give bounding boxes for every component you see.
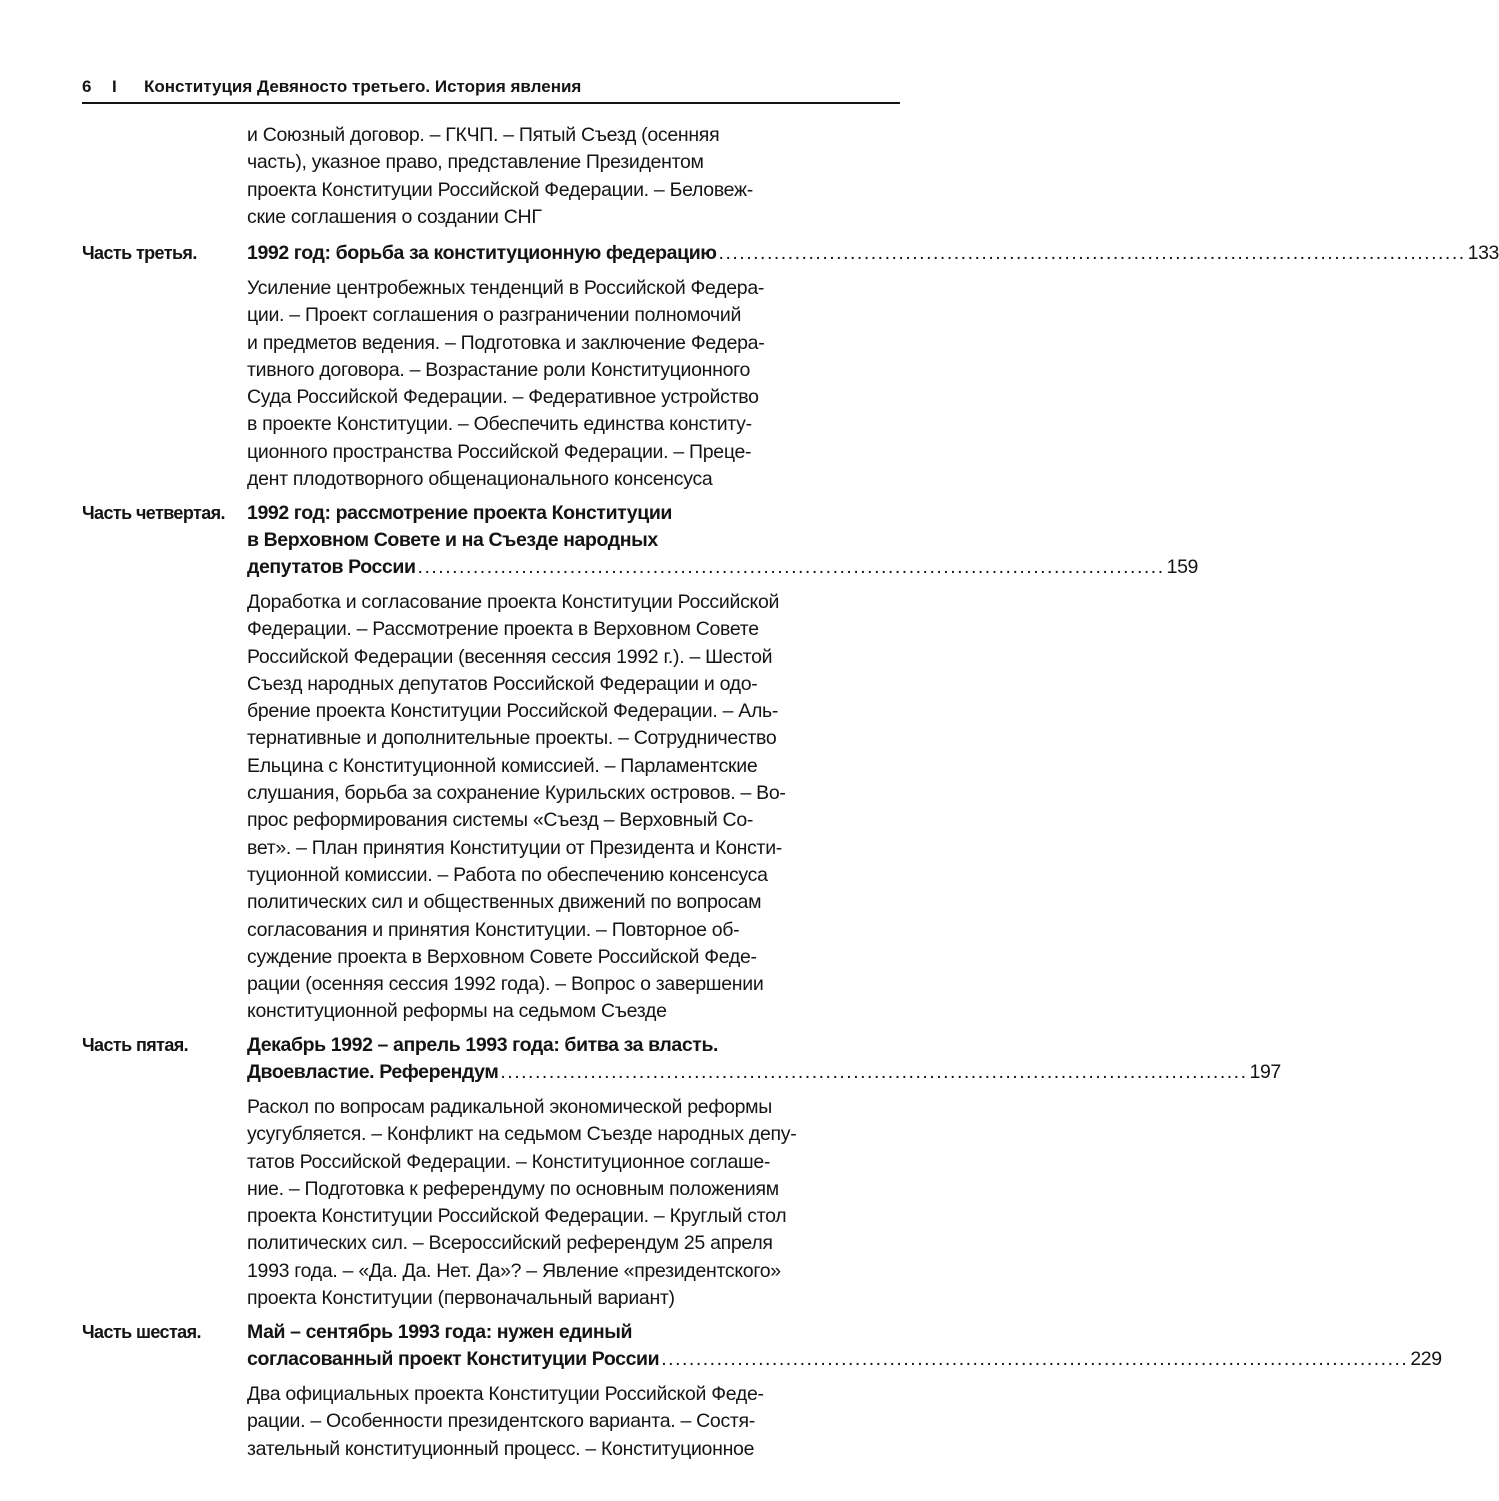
title-line: в Верховном Совете и на Съезде народных bbox=[247, 529, 658, 551]
entry-title bbox=[247, 500, 1198, 581]
page-number: 6 bbox=[82, 77, 92, 96]
desc-line: дент плодотворного общенационального консенсуса bbox=[247, 468, 713, 491]
title-line: 1992 год: рассмотрение проекта Конституции bbox=[247, 502, 673, 524]
entry-title bbox=[247, 1319, 1442, 1373]
part-label-3: Часть третья. bbox=[82, 243, 197, 263]
desc-line: Федерации. – Рассмотрение проекта в Верховном Совете bbox=[247, 618, 759, 641]
desc-line: часть), указное право, представление Президентом bbox=[247, 151, 704, 174]
part-label-5: Часть пятая. bbox=[82, 1035, 189, 1055]
desc-line: усугубляется. – Конфликт на седьмом Съезде народных депу- bbox=[247, 1123, 797, 1146]
desc-line: ние. – Подготовка к референдуму по основным положениям bbox=[247, 1177, 779, 1200]
part-label-4: Часть четвертая. bbox=[82, 503, 225, 523]
desc-line: суждение проекта в Верховном Совете Российской Феде- bbox=[247, 945, 757, 968]
title-line: 1992 год: борьба за конституционную федерацию bbox=[247, 242, 717, 264]
book-title: Конституция Девяносто третьего. История явления bbox=[144, 77, 582, 96]
leader-dots: ............................................................................................................ bbox=[661, 1348, 1409, 1370]
desc-line: Раскол по вопросам радикальной экономической реформы bbox=[247, 1096, 772, 1118]
entry-description bbox=[247, 589, 900, 1026]
title-line: Май – сентябрь 1993 года: нужен единый bbox=[247, 1321, 633, 1343]
desc-line: Российской Федерации (весенняя сессия 1992 г.). – Шестой bbox=[247, 645, 773, 668]
desc-line: туционной комиссии. – Работа по обеспечению консенсуса bbox=[247, 863, 768, 886]
desc-line: Съезд народных депутатов Российской Федерации и одо- bbox=[247, 672, 758, 695]
desc-line: тернативные и дополнительные проекты. – Сотрудничество bbox=[247, 727, 777, 750]
page-ref: 197 bbox=[1249, 1061, 1281, 1083]
desc-line: согласования и принятия Конституции. – Повторное об- bbox=[247, 918, 740, 941]
entry-description bbox=[247, 1094, 900, 1312]
desc-line: 1993 года. – «Да. Да. Нет. Да»? – Явление «президентского» bbox=[247, 1259, 781, 1282]
desc-line: Два официальных проекта Конституции Российской Феде- bbox=[247, 1383, 764, 1405]
desc-line: зательный конституционный процесс. – Конституционное bbox=[247, 1437, 755, 1460]
leader-dots: ............................................................................................................ bbox=[417, 556, 1165, 578]
intro-continuation bbox=[247, 122, 900, 231]
desc-line: политических сил и общественных движений по вопросам bbox=[247, 891, 762, 914]
desc-line: слушания, борьба за сохранение Курильских островов. – Во- bbox=[247, 782, 786, 805]
leader-dots: ............................................................................................................ bbox=[718, 242, 1466, 264]
desc-line: в проекте Конституции. – Обеспечить единства конститу- bbox=[247, 413, 752, 436]
desc-line: Суда Российской Федерации. – Федеративное устройство bbox=[247, 386, 759, 409]
desc-line: вет». – План принятия Конституции от Президента и Консти- bbox=[247, 836, 782, 859]
entry-title bbox=[247, 1032, 1281, 1086]
desc-line: политических сил. – Всероссийский референдум 25 апреля bbox=[247, 1232, 773, 1255]
desc-line: конституционной реформы на седьмом Съезде bbox=[247, 1000, 667, 1023]
desc-line: Доработка и согласование проекта Конституции Российской bbox=[247, 591, 780, 613]
title-line: согласованный проект Конституции России bbox=[247, 1348, 660, 1370]
toc-entry-5 bbox=[247, 1032, 1281, 1312]
desc-line: проекта Конституции Российской Федерации. – Беловеж- bbox=[247, 178, 753, 201]
part-label-6: Часть шестая. bbox=[82, 1322, 201, 1342]
desc-line: и предметов ведения. – Подготовка и заключение Федера- bbox=[247, 331, 765, 354]
toc-entry-4 bbox=[247, 500, 1198, 1026]
entry-title bbox=[247, 240, 1499, 267]
desc-line: тивного договора. – Возрастание роли Конституционного bbox=[247, 358, 751, 381]
desc-line: и Союзный договор. – ГКЧП. – Пятый Съезд (осенняя bbox=[247, 124, 720, 146]
desc-line: проекта Конституции Российской Федерации. – Круглый стол bbox=[247, 1205, 787, 1228]
entry-description bbox=[247, 1381, 900, 1463]
desc-line: Усиление центробежных тенденций в Российской Федера- bbox=[247, 277, 765, 299]
desc-line: татов Российской Федерации. – Конституционное соглаше- bbox=[247, 1150, 771, 1173]
running-header bbox=[82, 72, 900, 104]
desc-line: брение проекта Конституции Российской Федерации. – Аль- bbox=[247, 700, 779, 723]
entry-description bbox=[247, 275, 900, 493]
page-ref: 229 bbox=[1410, 1348, 1442, 1370]
page-ref: 159 bbox=[1166, 556, 1198, 578]
header-separator: I bbox=[112, 77, 117, 96]
toc-entry-3 bbox=[247, 240, 1499, 493]
page-ref: 133 bbox=[1467, 242, 1499, 264]
title-line: Двоевластие. Референдум bbox=[247, 1061, 499, 1083]
desc-line: прос реформирования системы «Съезд – Верховный Со- bbox=[247, 809, 754, 832]
leader-dots: ............................................................................................................ bbox=[500, 1061, 1248, 1083]
title-line: депутатов России bbox=[247, 556, 416, 578]
desc-line: ские соглашения о создании СНГ bbox=[247, 205, 542, 228]
desc-line: ции. – Проект соглашения о разграничении полномочий bbox=[247, 304, 742, 327]
desc-line: ционного пространства Российской Федерации. – Преце- bbox=[247, 440, 752, 463]
toc-entry-6 bbox=[247, 1319, 1442, 1463]
desc-line: рации. – Особенности президентского варианта. – Состя- bbox=[247, 1410, 755, 1433]
desc-line: рации (осенняя сессия 1992 года). – Вопрос о завершении bbox=[247, 973, 764, 996]
desc-line: Ельцина с Конституционной комиссией. – Парламентские bbox=[247, 754, 758, 777]
desc-line: проекта Конституции (первоначальный вариант) bbox=[247, 1287, 675, 1310]
title-line: Декабрь 1992 – апрель 1993 года: битва за власть. bbox=[247, 1034, 719, 1056]
